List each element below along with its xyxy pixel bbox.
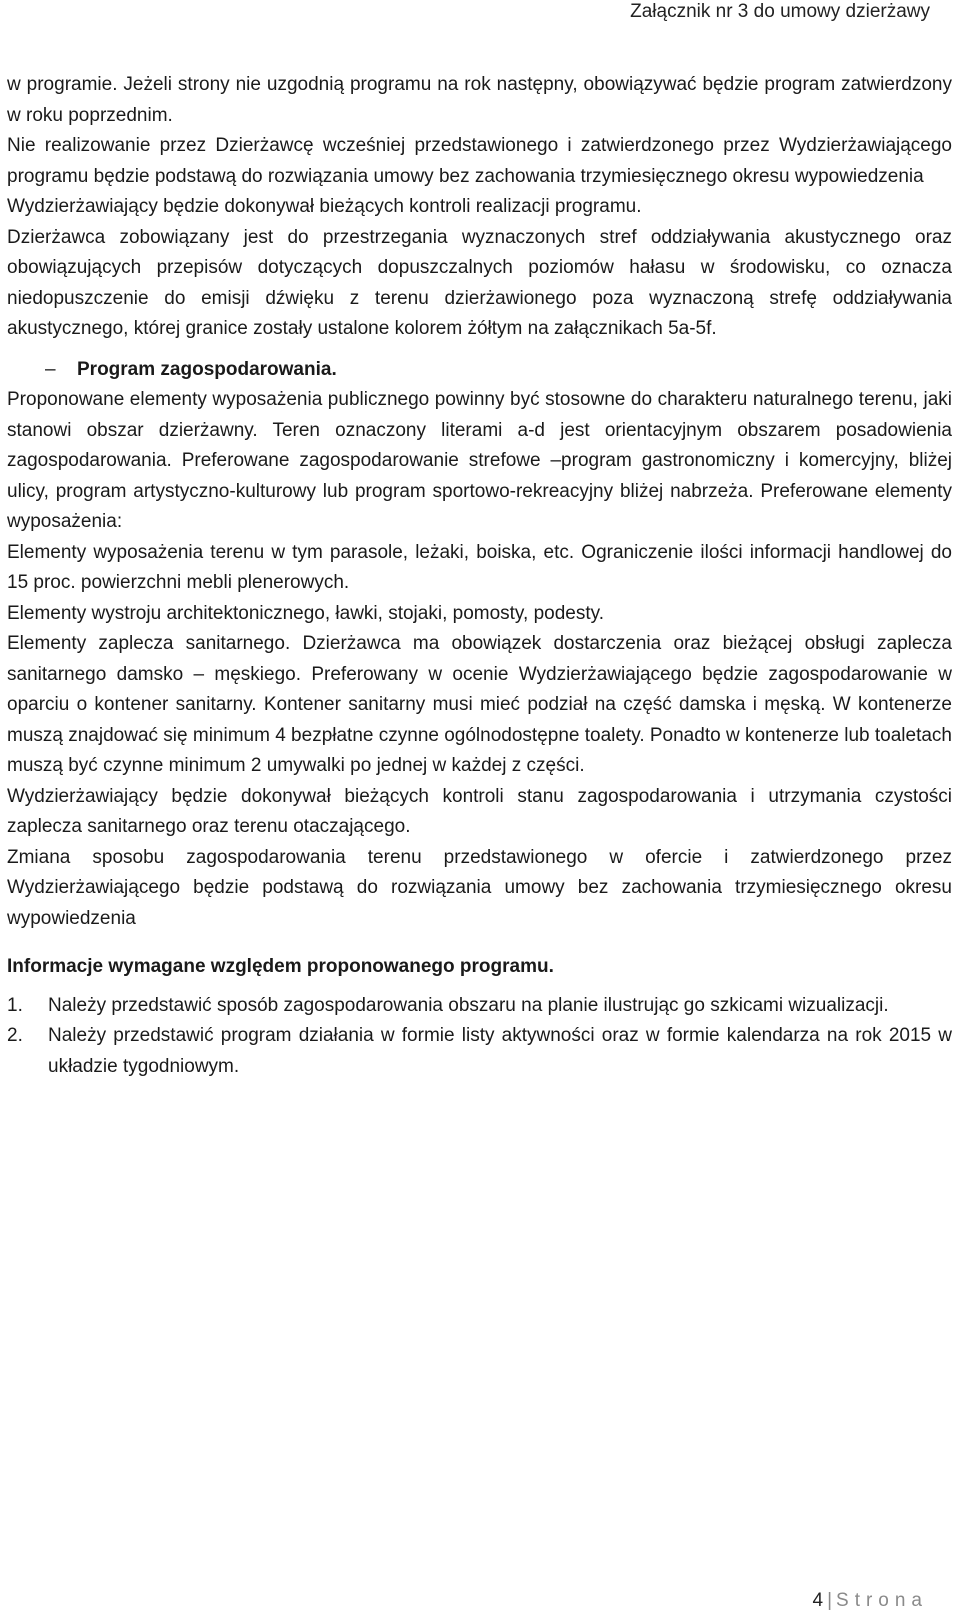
list-item (7, 991, 952, 1022)
paragraph-termination: Nie realizowanie przez Dzierżawcę wcześniej przedstawionego i zatwierdzonego przez Wydzierżawiającego programu będzie podstawą do rozwiązania umowy bez zachowania trzymiesięcznego okresu wypowiedzenia (7, 135, 952, 187)
list-text: Należy przedstawić sposób zagospodarowania obszaru na planie ilustrując go szkicami wizualizacji. (48, 994, 889, 1016)
footer-separator: | (827, 1590, 833, 1611)
dash-bullet: – (45, 358, 56, 380)
list-number: 2. (7, 1025, 23, 1046)
paragraph-equipment-elements: Elementy wyposażenia terenu w tym parasole, leżaki, boiska, etc. Ograniczenie ilości informacji handlowej do 15 proc. powierzchni mebli plenerowych. (7, 541, 952, 593)
page-header: Załącznik nr 3 do umowy dzierżawy (630, 1, 930, 22)
paragraph-sanitary: Elementy zaplecza sanitarnego. Dzierżawca ma obowiązek dostarczenia oraz bieżącej obsługi zaplecza sanitarnego damsko – męskiego. Preferowany w ocenie Wydzierżawiającego będzie zagospodarowanie w oparciu o kontener sanitarny. Kontener sanitarny musi mieć podział na część damska i męską. W kontenerze muszą znajdować się minimum 4 bezpłatne czynne ogólnodostępne toalety. Ponadto w kontenerze lub toaletach muszą być czynne minimum 2 umywalki po jednej w każdej z części. (7, 633, 952, 776)
page-number: 4 (812, 1590, 824, 1611)
section-heading-text: Program zagospodarowania. (77, 358, 337, 380)
paragraph-continuation: w programie. Jeżeli strony nie uzgodnią programu na rok następny, obowiązywać będzie program zatwierdzony w roku poprzednim. (7, 74, 952, 126)
section-heading (7, 355, 952, 386)
paragraph-architecture: Elementy wystroju architektonicznego, ławki, stojaki, pomosty, podesty. (7, 602, 604, 624)
paragraph-control: Wydzierżawiający będzie dokonywał bieżących kontroli realizacji programu. (7, 196, 642, 217)
document-body (7, 70, 952, 1082)
requirements-list (7, 991, 952, 1083)
page-label: Strona (836, 1590, 928, 1611)
paragraph-sanitary-control: Wydzierżawiający będzie dokonywał bieżących kontroli stanu zagospodarowania i utrzymania czystości zaplecza sanitarnego oraz terenu otaczającego. (7, 785, 952, 837)
info-heading: Informacje wymagane względem proponowanego programu. (7, 956, 554, 977)
list-item (7, 1021, 952, 1082)
page-footer (813, 1590, 929, 1612)
paragraph-equipment-intro: Proponowane elementy wyposażenia publicznego powinny być stosowne do charakteru naturalnego terenu, jaki stanowi obszar dzierżawny. Teren oznaczony literami a-d jest orientacyjnym obszarem posadowienia zagospodarowania. Preferowane zagospodarowanie strefowe –program gastronomiczny i komercyjny, bliżej ulicy, program artystyczno-kulturowy lub program sportowo-rekreacyjny bliżej nabrzeża. Preferowane elementy wyposażenia: (7, 389, 952, 532)
paragraph-change: Zmiana sposobu zagospodarowania terenu przedstawionego w ofercie i zatwierdzonego przez Wydzierżawiającego będzie podstawą do rozwiązania umowy bez zachowania trzymiesięcznego okresu wypowiedzenia (7, 846, 952, 929)
list-number: 1. (7, 994, 23, 1016)
paragraph-acoustic-zones: Dzierżawca zobowiązany jest do przestrzegania wyznaczonych stref oddziaływania akustycznego oraz obowiązujących przepisów dotyczących dopuszczalnych poziomów hałasu w środowisku, co oznacza niedopuszczenie do emisji dźwięku z terenu dzierżawionego poza wyznaczoną strefę oddziaływania akustycznego, której granice zostały ustalone kolorem żółtym na załącznikach 5a-5f. (7, 226, 952, 339)
list-text: Należy przedstawić program działania w formie listy aktywności oraz w formie kalendarza na rok 2015 w układzie tygodniowym. (48, 1025, 952, 1077)
